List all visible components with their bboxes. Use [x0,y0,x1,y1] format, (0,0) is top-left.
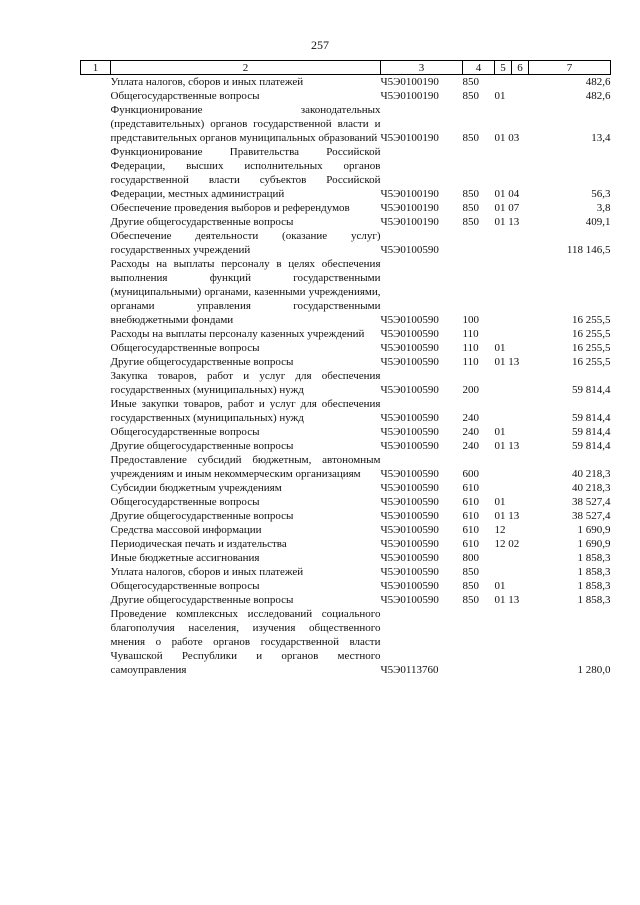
row-section-code: 12 [494,524,506,536]
row-number-cell [81,215,111,229]
row-expense-type: 800 [462,552,479,564]
row-name: Другие общегосударственные вопросы [110,440,294,452]
row-number-cell [81,523,111,537]
col-header-5: 5 [495,61,512,75]
row-target-code: Ч5Э0100190 [380,76,439,88]
table-row [81,103,611,145]
row-name: Другие общегосударственные вопросы [110,356,294,368]
table-body [81,75,611,678]
row-number-cell [81,201,111,215]
row-name: Другие общегосударственные вопросы [110,216,294,228]
row-name: Другие общегосударственные вопросы [110,594,294,606]
row-amount: 59 814,4 [572,440,611,452]
row-number-cell [81,565,111,579]
row-section-code: 01 13 [494,440,520,452]
row-number-cell [81,103,111,145]
row-section-code: 01 [494,426,506,438]
row-target-code: Ч5Э0100590 [380,412,439,424]
row-section-code: 01 07 [494,202,520,214]
row-number-cell [81,481,111,495]
table-row [81,369,611,397]
table-row [81,89,611,103]
row-name: Общегосударственные вопросы [110,342,260,354]
row-number-cell [81,145,111,201]
row-number-cell [81,509,111,523]
row-number-cell [81,229,111,257]
row-expense-type: 240 [462,426,479,438]
row-amount: 59 814,4 [572,384,611,396]
table-row [81,565,611,579]
table-row [81,215,611,229]
row-expense-type: 100 [462,314,479,326]
row-expense-type: 850 [462,580,479,592]
row-name: Средства массовой информации [110,524,262,536]
row-expense-type [463,229,495,257]
row-number-cell [81,579,111,593]
table-row [81,75,611,90]
row-section-code: 01 13 [494,510,520,522]
row-section-code: 01 [494,342,506,354]
table-row [81,453,611,481]
table-row [81,607,611,677]
row-name: Проведение комплексных исследований социального благополучия населения, изучения общественного мнения о работе органов государственной власти Чувашской Республики и органов местного самоуправления [110,608,381,676]
row-section-code: 01 04 [494,188,520,200]
row-name: Функционирование законодательных (представительных) органов государственной власти и представительных органов муниципальных образований [110,104,381,144]
row-target-code: Ч5Э0100590 [380,244,439,256]
table-row [81,257,611,327]
row-section-code: 01 13 [494,356,520,368]
row-target-code: Ч5Э0100590 [380,314,439,326]
row-expense-type: 850 [462,188,479,200]
row-number-cell [81,453,111,481]
row-expense-type: 110 [462,356,479,368]
row-number-cell [81,89,111,103]
row-target-code: Ч5Э0100590 [380,580,439,592]
row-expense-type: 610 [462,496,479,508]
row-section-code: 01 03 [494,132,520,144]
row-target-code: Ч5Э0100590 [380,538,439,550]
row-target-code: Ч5Э0100590 [380,342,439,354]
row-section-code: 01 [494,496,506,508]
row-amount: 1 858,3 [577,566,611,578]
header-row [81,61,611,75]
row-target-code: Ч5Э0100590 [380,552,439,564]
row-amount: 59 814,4 [572,412,611,424]
row-section-code [495,397,529,425]
row-name: Общегосударственные вопросы [110,580,260,592]
row-expense-type: 600 [462,468,479,480]
row-amount: 1 858,3 [577,552,611,564]
row-number-cell [81,537,111,551]
table-row [81,593,611,607]
row-name: Уплата налогов, сборов и иных платежей [110,76,304,88]
table-row [81,439,611,453]
row-amount: 1 858,3 [577,580,611,592]
page-number: 257 [311,38,329,52]
row-amount: 16 255,5 [572,342,611,354]
row-number-cell [81,369,111,397]
col-header-1: 1 [81,61,111,75]
row-name: Общегосударственные вопросы [110,426,260,438]
row-target-code: Ч5Э0100590 [380,594,439,606]
row-amount: 40 218,3 [572,468,611,480]
row-name: Субсидии бюджетным учреждениям [110,482,282,494]
col-header-2: 2 [111,61,381,75]
row-target-code: Ч5Э0100590 [380,440,439,452]
table-row [81,523,611,537]
row-target-code: Ч5Э0100590 [380,510,439,522]
row-section-code [495,481,529,495]
row-target-code: Ч5Э0100190 [380,216,439,228]
row-amount: 409,1 [585,216,611,228]
row-amount: 16 255,5 [572,328,611,340]
row-target-code: Ч5Э0100590 [380,384,439,396]
row-amount: 59 814,4 [572,426,611,438]
row-number-cell [81,425,111,439]
row-expense-type: 610 [462,538,479,550]
row-amount: 1 858,3 [577,594,611,606]
table-row [81,145,611,201]
row-expense-type: 610 [462,524,479,536]
row-amount: 1 690,9 [577,538,611,550]
table-row [81,551,611,565]
row-target-code: Ч5Э0100590 [380,496,439,508]
row-name: Общегосударственные вопросы [110,496,260,508]
row-name: Расходы на выплаты персоналу в целях обеспечения выполнения функций государственными (муниципальными) органами, казенными учреждениями, органами управления государственными внебюджетными фондами [110,258,381,326]
row-name: Иные закупки товаров, работ и услуг для обеспечения государственных (муниципальных) нужд [110,398,381,424]
table-row [81,481,611,495]
row-expense-type: 200 [462,384,479,396]
row-target-code: Ч5Э0113760 [380,664,439,676]
row-expense-type: 850 [462,216,479,228]
row-amount: 16 255,5 [572,314,611,326]
row-name: Закупка товаров, работ и услуг для обеспечения государственных (муниципальных) нужд [110,370,381,396]
row-section-code [495,565,529,579]
table-row [81,229,611,257]
table-row [81,579,611,593]
row-section-code [495,453,529,481]
row-amount: 482,6 [585,76,611,88]
row-expense-type: 110 [462,342,479,354]
row-section-code [495,607,529,677]
row-name: Другие общегосударственные вопросы [110,510,294,522]
row-target-code: Ч5Э0100590 [380,482,439,494]
table-row [81,355,611,369]
row-number-cell [81,257,111,327]
row-expense-type: 850 [462,566,479,578]
col-header-3: 3 [381,61,463,75]
row-expense-type: 240 [462,412,479,424]
row-section-code [495,257,529,327]
row-number-cell [81,607,111,677]
row-name: Иные бюджетные ассигнования [110,552,260,564]
row-expense-type: 610 [462,482,479,494]
row-number-cell [81,341,111,355]
row-name: Предоставление субсидий бюджетным, автономным учреждениям и иным некоммерческим организациям [110,454,381,480]
row-target-code: Ч5Э0100590 [380,524,439,536]
row-target-code: Ч5Э0100590 [380,468,439,480]
row-section-code: 01 13 [494,216,520,228]
row-expense-type: 850 [462,594,479,606]
row-number-cell [81,495,111,509]
table-row [81,397,611,425]
row-amount: 3,8 [596,202,611,214]
row-name: Обеспечение проведения выборов и референдумов [110,202,350,214]
row-number-cell [81,551,111,565]
row-section-code [495,229,529,257]
row-target-code: Ч5Э0100190 [380,90,439,102]
row-target-code: Ч5Э0100190 [380,132,439,144]
table-row [81,327,611,341]
row-section-code [495,75,529,90]
row-target-code: Ч5Э0100190 [380,202,439,214]
row-section-code: 01 [494,580,506,592]
col-header-6: 6 [512,61,529,75]
row-section-code [495,327,529,341]
row-expense-type: 850 [462,132,479,144]
row-expense-type: 850 [462,76,479,88]
row-name: Общегосударственные вопросы [110,90,260,102]
row-number-cell [81,439,111,453]
row-name: Периодическая печать и издательства [110,538,287,550]
row-amount: 38 527,4 [572,510,611,522]
row-name: Обеспечение деятельности (оказание услуг) государственных учреждений [110,230,381,256]
row-target-code: Ч5Э0100590 [380,566,439,578]
row-target-code: Ч5Э0100190 [380,188,439,200]
row-target-code: Ч5Э0100590 [380,356,439,368]
row-name: Расходы на выплаты персоналу казенных учреждений [110,328,365,340]
row-section-code: 12 02 [494,538,520,550]
row-expense-type: 240 [462,440,479,452]
budget-table [80,60,611,677]
row-amount: 1 280,0 [577,664,611,676]
table-row [81,495,611,509]
table-row [81,537,611,551]
row-name: Функционирование Правительства Российской Федерации, высших исполнительных органов государственной власти субъектов Российской Федерации, местных администраций [110,146,381,200]
row-amount: 13,4 [591,132,611,144]
row-target-code: Ч5Э0100590 [380,328,439,340]
row-number-cell [81,355,111,369]
row-expense-type: 610 [462,510,479,522]
row-expense-type: 850 [462,202,479,214]
row-section-code: 01 13 [494,594,520,606]
row-name: Уплата налогов, сборов и иных платежей [110,566,304,578]
row-expense-type: 110 [462,328,479,340]
row-section-code [495,369,529,397]
row-amount: 38 527,4 [572,496,611,508]
row-section-code: 01 [494,90,506,102]
row-expense-type [463,607,495,677]
row-amount: 40 218,3 [572,482,611,494]
table-row [81,341,611,355]
row-number-cell [81,327,111,341]
col-header-7: 7 [529,61,611,75]
row-amount: 56,3 [591,188,611,200]
row-section-code [495,551,529,565]
row-amount: 16 255,5 [572,356,611,368]
row-number-cell [81,593,111,607]
row-number-cell [81,397,111,425]
table-row [81,201,611,215]
col-header-4: 4 [463,61,495,75]
row-amount: 482,6 [585,90,611,102]
table-row [81,425,611,439]
row-amount: 118 146,5 [566,244,611,256]
row-expense-type: 850 [462,90,479,102]
row-number-cell [81,75,111,90]
row-amount: 1 690,9 [577,524,611,536]
table-row [81,509,611,523]
row-target-code: Ч5Э0100590 [380,426,439,438]
